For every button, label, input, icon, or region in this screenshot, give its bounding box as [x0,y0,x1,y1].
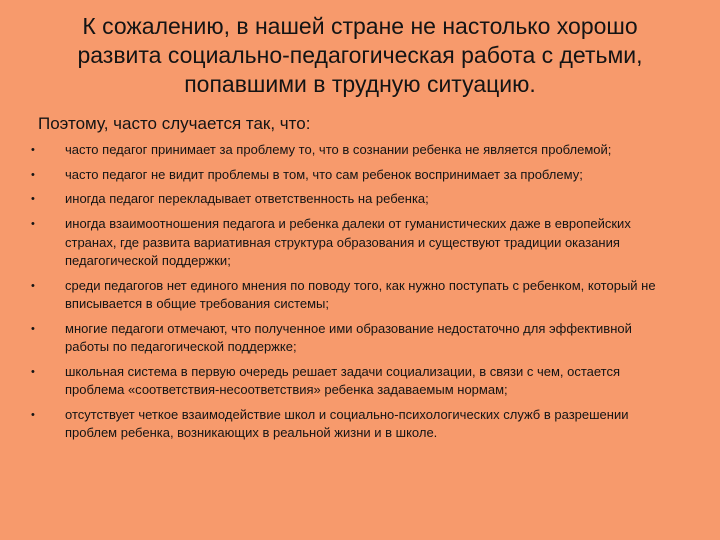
bullet-icon: • [31,193,35,206]
list-item-text: многие педагоги отмечают, что полученное ими образование недостаточно для эффективной работы по педагогической поддержке; [65,320,632,355]
list-item [28,166,678,184]
list-item [28,320,678,357]
bullet-icon: • [31,144,35,156]
bullet-icon: • [31,279,35,292]
list-item [28,190,678,208]
bullet-icon: • [31,322,35,335]
bullet-icon: • [31,218,35,231]
bullet-icon: • [31,408,35,421]
bullet-list [28,141,678,449]
list-item [28,363,678,400]
intro-text: Поэтому, часто случается так, что: [38,114,311,133]
bullet-icon: • [31,365,35,378]
list-item [28,141,678,159]
bullet-icon: • [31,168,35,181]
list-item-text: иногда взаимоотношения педагога и ребенка далеки от гуманистических даже в европейских странах, где развита вариативная структура образования и существуют традиции оказания педагогической поддержки; [65,216,631,268]
list-item-text: среди педагогов нет единого мнения по поводу того, как нужно поступать с ребенком, который не вписывается в общие требования системы; [65,277,656,312]
list-item [28,277,678,314]
slide-title: К сожалению, в нашей стране не настолько хорошо развита социально-педагогическая работа с детьми, попавшими в трудную ситуацию. [77,13,643,97]
list-item [28,215,678,270]
list-item [28,406,678,443]
list-item-text: часто педагог не видит проблемы в том, что сам ребенок воспринимает за проблему; [65,166,583,182]
list-item-text: отсутствует четкое взаимодействие школ и социально-психологических служб в разрешении проблем ребенка, возникающих в реальной жизни и в школе. [65,406,629,441]
list-item-text: школьная система в первую очередь решает задачи социализации, в связи с чем, остается проблема «соответствия-несоответствия» ребенка задаваемым нормам; [65,363,621,398]
list-item-text: иногда педагог перекладывает ответственность на ребенка; [65,191,429,207]
list-item-text: часто педагог принимает за проблему то, что в сознании ребенка не является проблемой; [65,142,612,157]
